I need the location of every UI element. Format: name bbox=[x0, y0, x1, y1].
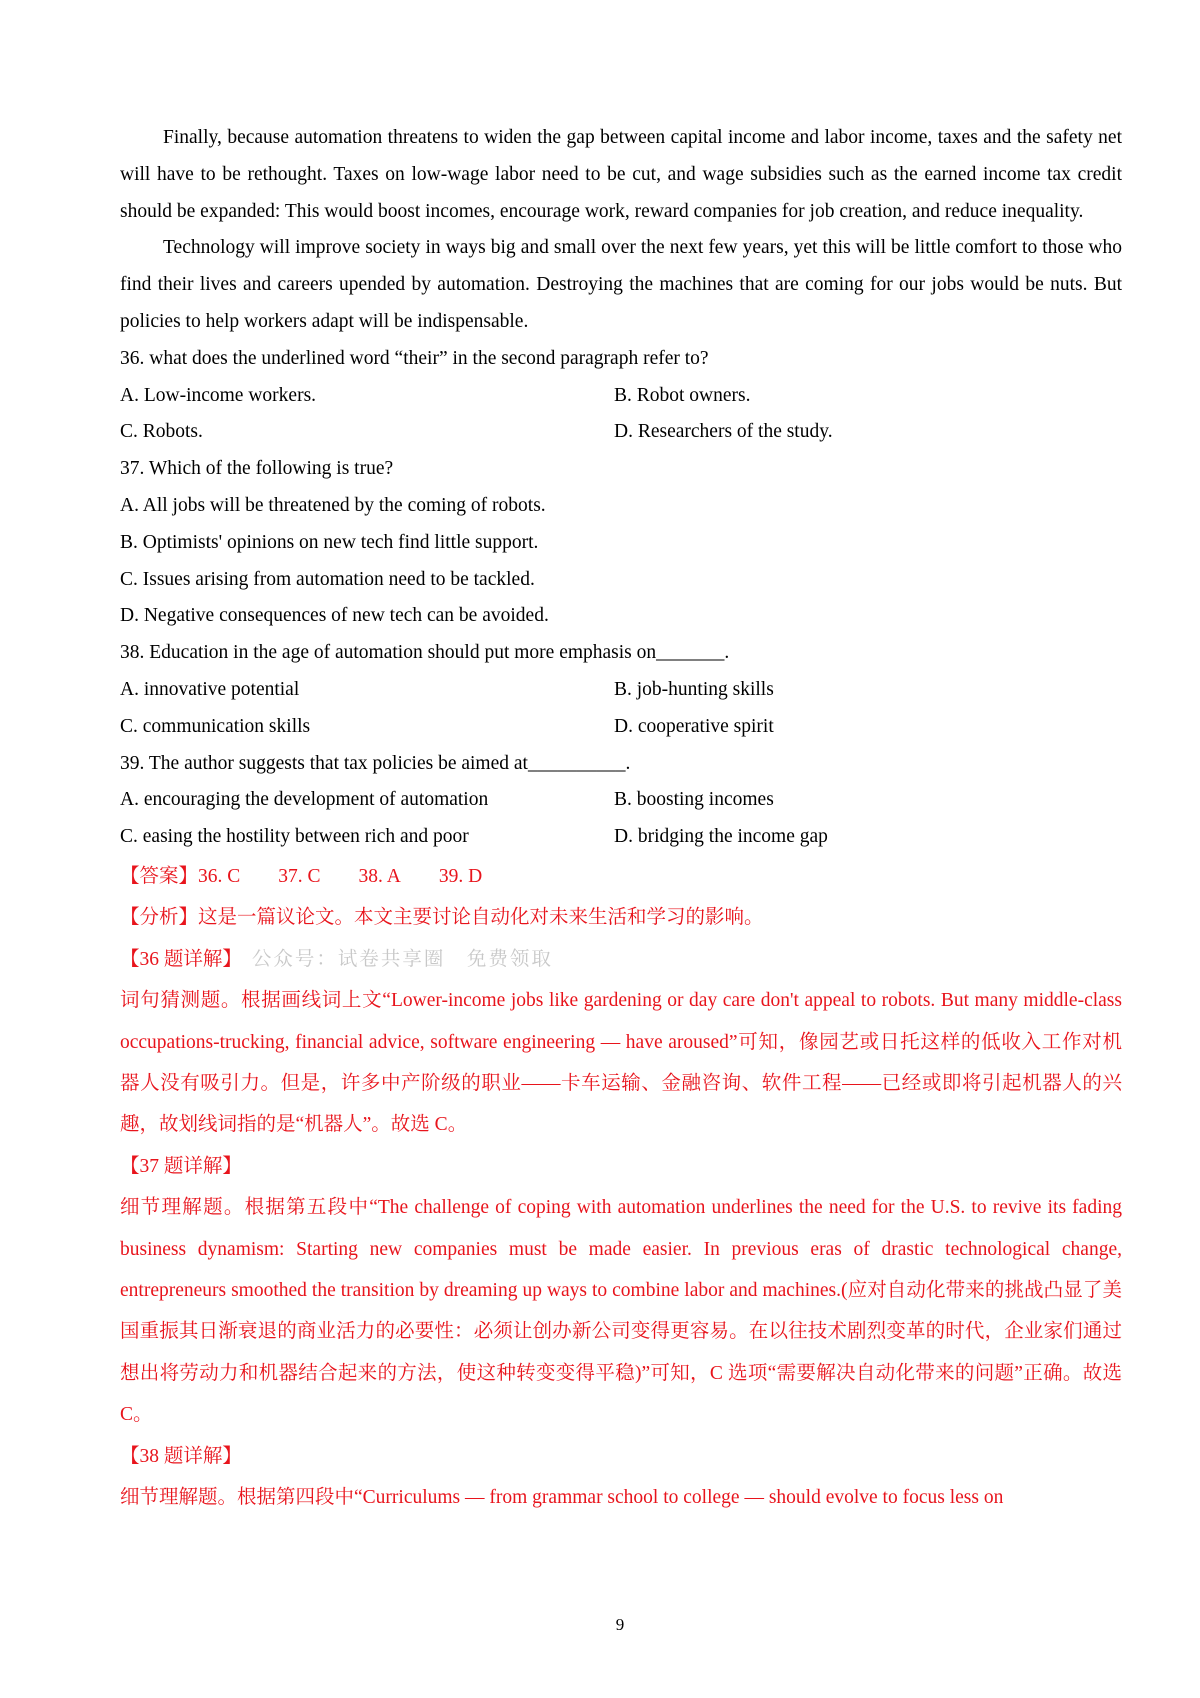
page-number: 9 bbox=[615, 1615, 625, 1634]
analysis-label: 【分析】 bbox=[120, 907, 199, 929]
passage bbox=[120, 120, 1122, 856]
option: A. encouraging the development of automation bbox=[120, 789, 489, 811]
detail-36-text: 词句猜测题。根据画线词上文“Lower-income jobs like gardening or day care don't appeal to robots. But many middle-class occupations-trucking, financial advice, software engineering — have aroused”可知，像园艺或日托这样的低收入工作对机器人没有吸引力。但是，许多中产阶级的职业——卡车运输、金融咨询、软件工程——已经或即将引起机器人的兴趣，故划线词指的是“机器人”。故选 C。 bbox=[120, 990, 1122, 1136]
option: C. Robots. bbox=[120, 421, 203, 443]
option: B. Optimists' opinions on new tech find little support. bbox=[120, 531, 539, 553]
analysis bbox=[120, 897, 1122, 938]
option: B. boosting incomes bbox=[614, 789, 774, 811]
answer: 39. D bbox=[438, 865, 483, 887]
answer: 37. C bbox=[278, 865, 321, 887]
detail-38-text: 细节理解题。根据第四段中“Curriculums — from grammar school to college — should evolve to focus less on bbox=[120, 1487, 1004, 1509]
option: D. cooperative spirit bbox=[614, 715, 774, 737]
answers-label: 【答案】 bbox=[120, 865, 199, 887]
option: C. Issues arising from automation need to be tackled. bbox=[120, 568, 535, 590]
question-38: 38. Education in the age of automation should put more emphasis on_______. bbox=[120, 642, 730, 664]
option: A. Low-income workers. bbox=[120, 384, 317, 406]
paragraph: Technology will improve society in ways big and small over the next few years, yet this will be little comfort to those who find their lives and careers upended by automation. Destroying the machines that are coming for our jobs would be nuts. But policies to help workers adapt will be indispensable. bbox=[120, 237, 1122, 332]
paragraph: Finally, because automation threatens to widen the gap between capital income and labor income, taxes and the safety net will have to be rethought. Taxes on low-wage labor need to be cut, and wage subsidies such as the earned income tax credit should be expanded: This would boost incomes, encourage work, reward companies for job creation, and reduce inequality. bbox=[120, 127, 1122, 222]
option: D. bridging the income gap bbox=[614, 826, 828, 848]
option: C. communication skills bbox=[120, 715, 311, 737]
detail-37-heading: 【37 题详解】 bbox=[120, 1155, 242, 1177]
document-page bbox=[120, 120, 1122, 1518]
answer: 36. C bbox=[198, 865, 241, 887]
analysis-text: 这是一篇议论文。本文主要讨论自动化对未来生活和学习的影响。 bbox=[198, 907, 764, 929]
watermark: 公众号：试卷共享圈 免费领取 bbox=[251, 948, 553, 970]
detail-37-text: 细节理解题。根据第五段中“The challenge of coping with automation underlines the need for the U.S. to revive its fading business dynamism: Starting new companies must be made easier. In previous eras of drastic technological change, entrepreneurs smoothed the transition by dreaming up ways to combine labor and machines.(应对自动化带来的挑战凸显了美国重振其日渐衰退的商业活力的必要性：必须让创办新公司变得更容易。在以往技术剧烈变革的时代，企业家们通过想出将劳动力和机器结合起来的方法，使这种转变变得平稳)”可知，C 选项“需要解决自动化带来的问题”正确。故选 C。 bbox=[120, 1197, 1122, 1426]
option: A. All jobs will be threatened by the coming of robots. bbox=[120, 494, 546, 516]
option: D. Negative consequences of new tech can be avoided. bbox=[120, 605, 549, 627]
question-37: 37. Which of the following is true? bbox=[120, 458, 394, 480]
question-39: 39. The author suggests that tax policies be aimed at__________. bbox=[120, 752, 631, 774]
answer: 38. A bbox=[358, 865, 401, 887]
detail-label: 【36 题详解】 bbox=[120, 948, 242, 970]
answer-section bbox=[120, 856, 1122, 1519]
question-36: 36. what does the underlined word “their” in the second paragraph refer to? bbox=[120, 347, 709, 369]
option: C. easing the hostility between rich and poor bbox=[120, 826, 469, 848]
option: D. Researchers of the study. bbox=[614, 421, 833, 443]
option: A. innovative potential bbox=[120, 678, 300, 700]
answers bbox=[120, 856, 1122, 897]
detail-36-heading bbox=[120, 939, 1122, 980]
option: B. job-hunting skills bbox=[614, 678, 774, 700]
option: B. Robot owners. bbox=[614, 384, 751, 406]
detail-38-heading: 【38 题详解】 bbox=[120, 1445, 242, 1467]
